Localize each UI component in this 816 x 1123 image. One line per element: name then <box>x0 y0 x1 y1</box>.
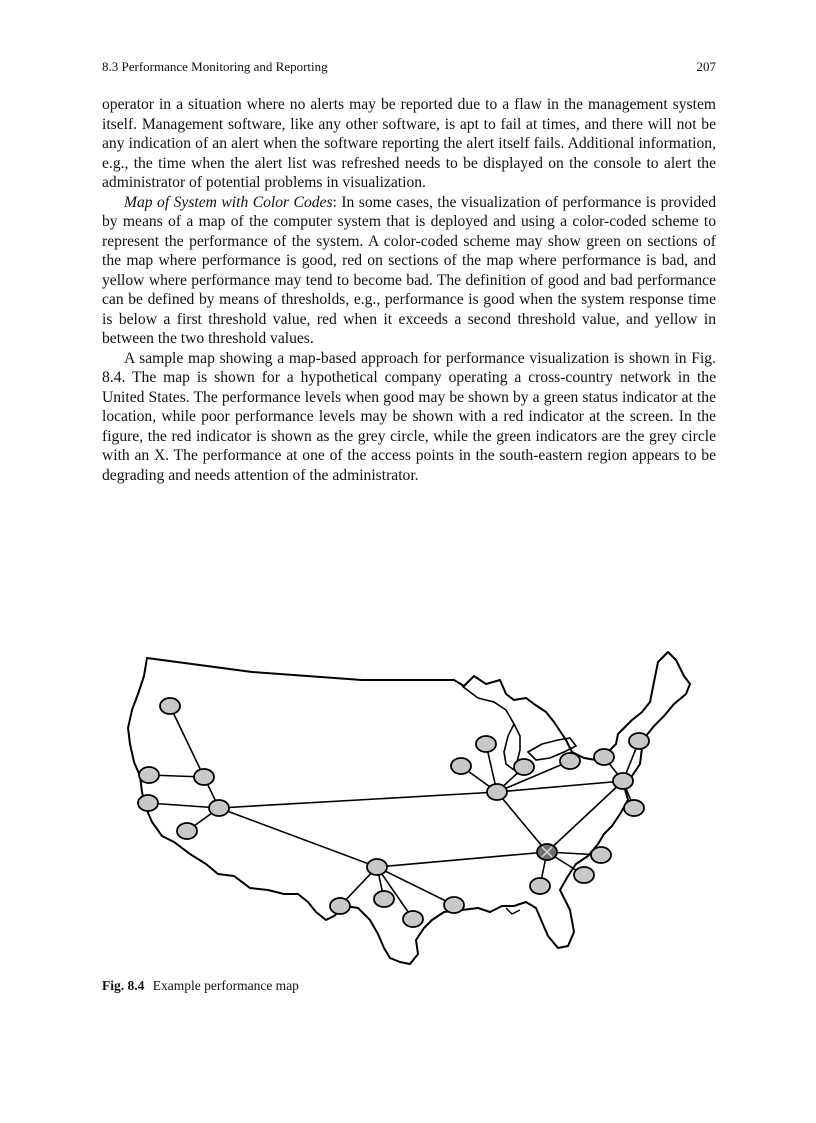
paragraph-3: A sample map showing a map-based approach for performance visualization is shown in Fig. 8.4. The map is shown for a hypothetical company operating a cross-country network in the United States. The performance levels when good may be shown by a green status indicator at the location, while poor performance levels may be shown with a red indicator at the screen. In the figure, the red indicator is shown as the grey circle, while the green indicators are the grey circle with an X. The performance at one of the access points in the south-eastern region appears to be degrading and needs attention of the administrator. <box>102 349 716 484</box>
page-number: 207 <box>696 59 716 74</box>
node-tallahassee <box>530 878 550 894</box>
link <box>219 792 497 808</box>
node-minneapolis <box>476 736 496 752</box>
link <box>377 852 547 867</box>
node-albany <box>594 749 614 765</box>
florida-keys-outline <box>506 908 520 914</box>
node-chicago <box>514 759 534 775</box>
alert-node <box>537 844 557 860</box>
node-sacramento-hub <box>209 800 229 816</box>
node-charleston <box>574 867 594 883</box>
node-seattle <box>160 698 180 714</box>
network-nodes <box>138 698 649 927</box>
node-northeast-hub <box>613 773 633 789</box>
node-dallas <box>374 891 394 907</box>
link <box>497 792 547 852</box>
paragraph-2-colon: : <box>332 193 337 211</box>
node-new-orleans <box>444 897 464 913</box>
node-detroit <box>560 753 580 769</box>
node-des-moines <box>451 758 471 774</box>
performance-map-figure <box>102 640 716 970</box>
paragraph-2-body: In some cases, the visualization of performance is provided by means of a map of the computer system that is deployed and using a color-coded scheme to represent the performance of the system. A color-coded scheme may show green on sections of the map where performance is good, red on sections of the map where performance is bad, and yellow where performance may tend to become bad. The definition of good and bad performance can be defined by means of thresholds, e.g., performance is good when the system response time is below a first threshold value, red when it exceeds a second threshold value, and yellow in between the two threshold values. <box>102 193 716 347</box>
link <box>547 781 623 852</box>
node-boise <box>194 769 214 785</box>
link <box>219 808 377 867</box>
node-san-francisco <box>138 795 158 811</box>
body-text <box>102 95 716 485</box>
node-boston <box>629 733 649 749</box>
figure-caption <box>102 978 299 994</box>
node-los-angeles <box>177 823 197 839</box>
node-houston <box>403 911 423 927</box>
node-portland <box>139 767 159 783</box>
caption-label: Fig. 8.4 <box>102 978 145 993</box>
node-austin <box>330 898 350 914</box>
node-raleigh <box>591 847 611 863</box>
link <box>497 781 623 792</box>
caption-text: Example performance map <box>152 978 299 993</box>
node-washington <box>624 800 644 816</box>
us-map-diagram <box>102 640 716 970</box>
node-southwest-hub <box>367 859 387 875</box>
link <box>170 706 204 777</box>
paragraph-2 <box>102 193 716 349</box>
section-title: 8.3 Performance Monitoring and Reporting <box>102 59 328 74</box>
running-head <box>102 59 716 77</box>
paragraph-2-heading: Map of System with Color Codes <box>124 193 333 211</box>
paragraph-1: operator in a situation where no alerts may be reported due to a flaw in the management system itself. Management software, like any other software, is apt to fail at times, and there will not be any indication of an alert when the software reporting the alert itself fails. Additional information, e.g., the time when the alert list was refreshed needs to be displayed on the console to alert the administrator of potential problems in visualization. <box>102 96 716 191</box>
node-midwest-hub <box>487 784 507 800</box>
